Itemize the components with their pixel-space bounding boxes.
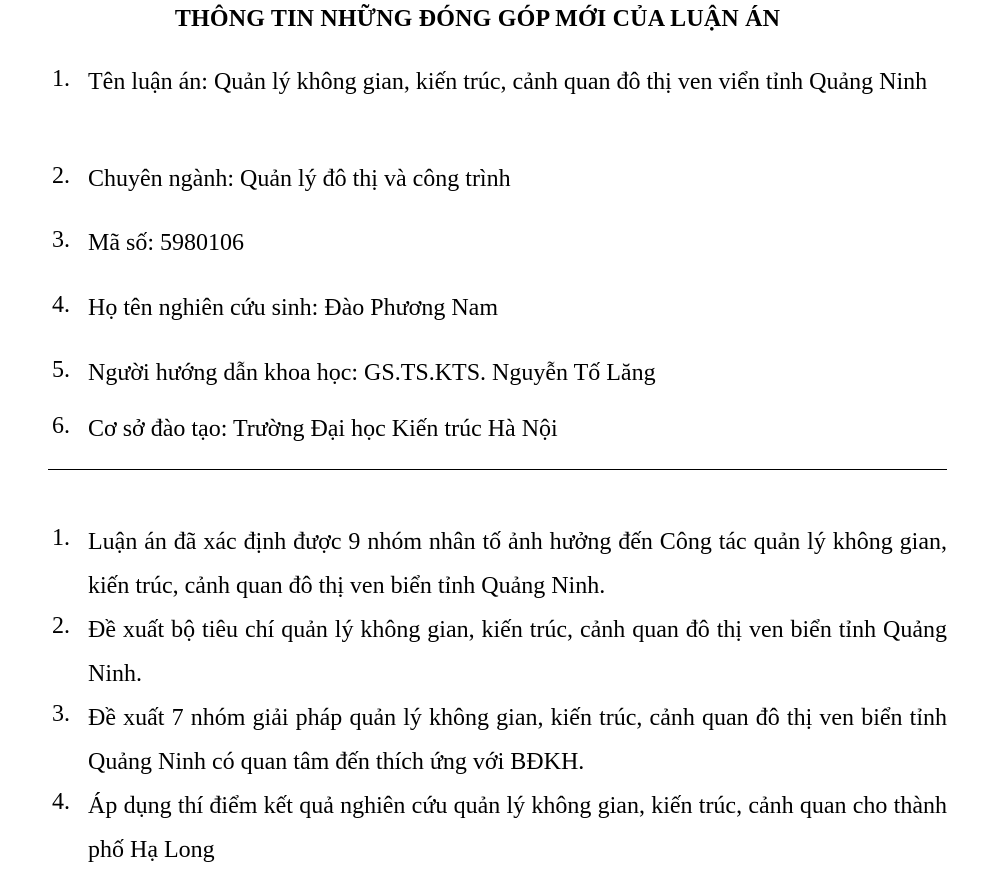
list-number: 5. (52, 357, 70, 383)
list-text: Luận án đã xác định được 9 nhóm nhân tố ảnh hưởng đến Công tác quản lý không gian, kiến trúc, cảnh quan đô thị ven biển tỉnh Quảng Ninh. (88, 529, 947, 599)
info-item-institution (52, 413, 947, 446)
contribution-item (52, 784, 947, 872)
list-text: Chuyên ngành: Quản lý đô thị và công trình (88, 166, 511, 192)
contribution-item (52, 696, 947, 784)
list-number: 3. (52, 701, 70, 727)
list-text: Áp dụng thí điểm kết quả nghiên cứu quản lý không gian, kiến trúc, cảnh quan cho thành phố Hạ Long (88, 793, 947, 863)
list-text: Người hướng dẫn khoa học: GS.TS.KTS. Nguyễn Tố Lăng (88, 360, 656, 386)
list-number: 2. (52, 163, 70, 189)
list-text: Đề xuất bộ tiêu chí quản lý không gian, kiến trúc, cảnh quan đô thị ven biển tỉnh Quảng Ninh. (88, 617, 947, 687)
list-text: Đề xuất 7 nhóm giải pháp quản lý không gian, kiến trúc, cảnh quan đô thị ven biển tỉnh Quảng Ninh có quan tâm đến thích ứng với BĐKH. (88, 705, 947, 775)
list-number: 2. (52, 613, 70, 639)
divider (48, 469, 947, 470)
list-number: 1. (52, 66, 70, 92)
list-text: Họ tên nghiên cứu sinh: Đào Phương Nam (88, 295, 498, 321)
list-number: 1. (52, 525, 70, 551)
contribution-item (52, 520, 947, 608)
contribution-item (52, 608, 947, 696)
list-number: 4. (52, 292, 70, 318)
info-item-code (52, 227, 947, 260)
info-item-thesis-name (52, 66, 947, 99)
info-item-specialization (52, 163, 947, 196)
list-text: Tên luận án: Quản lý không gian, kiến trúc, cảnh quan đô thị ven viển tỉnh Quảng Ninh (88, 69, 928, 95)
list-number: 6. (52, 413, 70, 439)
list-text: Mã số: 5980106 (88, 230, 244, 256)
list-number: 4. (52, 789, 70, 815)
info-item-researcher (52, 292, 947, 325)
page-title: THÔNG TIN NHỮNG ĐÓNG GÓP MỚI CỦA LUẬN ÁN (174, 6, 781, 32)
list-text: Cơ sở đào tạo: Trường Đại học Kiến trúc Hà Nội (88, 416, 558, 442)
list-number: 3. (52, 227, 70, 253)
info-item-supervisor (52, 357, 947, 390)
